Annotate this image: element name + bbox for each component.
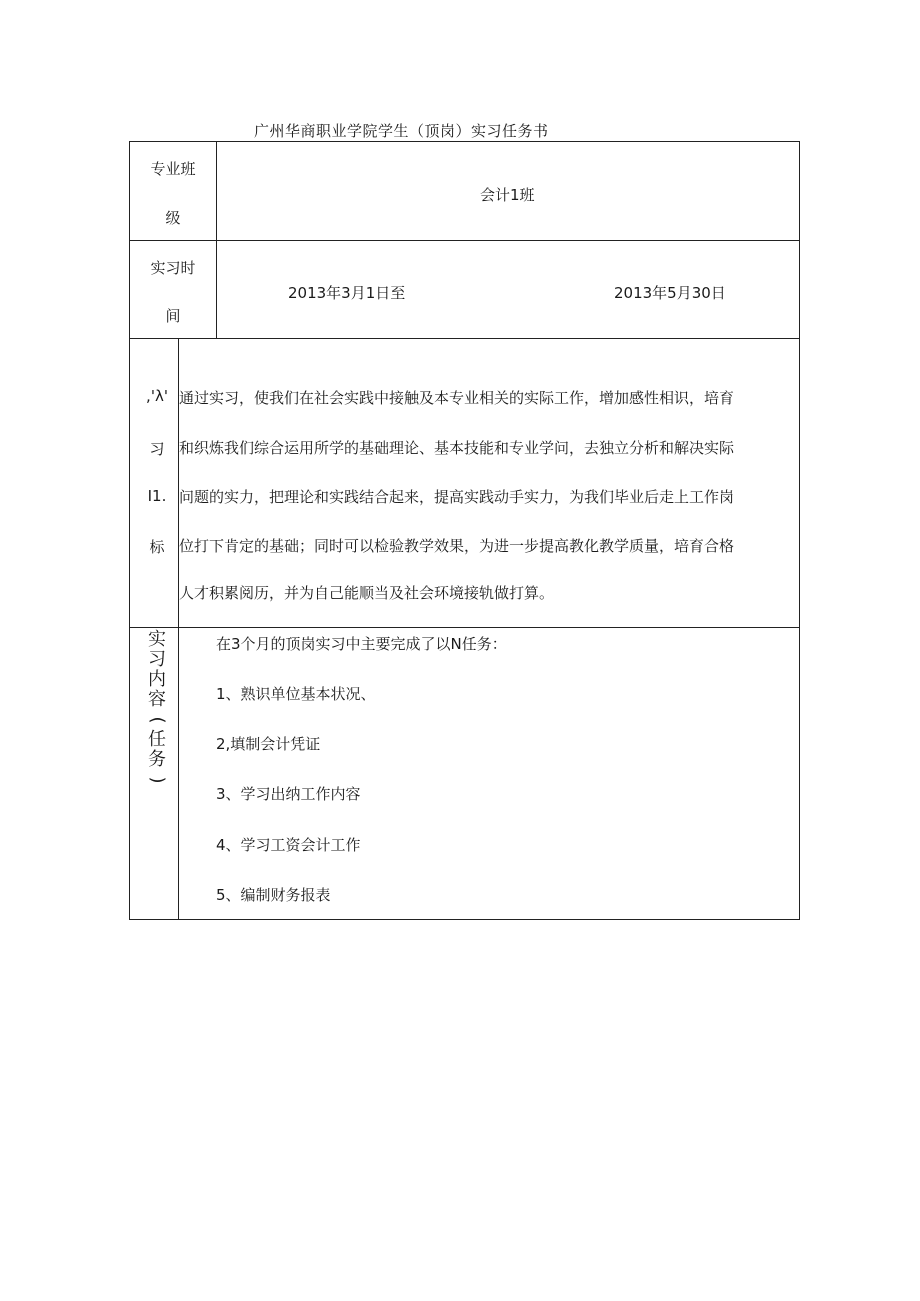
tasks-intro: 在3个月的顶岗实习中主要完成了以N任务： [216,635,507,653]
content-label [146,630,168,790]
goal-text-line: 问题的实力，把理论和实践结合起来，提高实践动手实力，为我们毕业后走上工作岗 [179,488,735,506]
row-divider [130,240,799,241]
content-label-char: 任 [148,729,166,750]
content-label-char: 内 [148,669,166,690]
task-item: 1、熟识单位基本状况、 [216,685,376,703]
content-label-char: 务 [148,749,166,770]
period-start: 2013年3月1日至 [288,284,406,302]
goal-text-line: 和织炼我们综合运用所学的基础理论、基本技能和专业学问，去独立分析和解决实际 [179,439,735,457]
content-label-char: 容 [148,689,166,710]
goal-text-line: 位打下肯定的基础；同时可以检验教学效果，为进一步提高教化教学质量，培育合格 [179,537,735,555]
goal-text-line: 人才积累阅历，并为自己能顺当及社会环境接轨做打算。 [179,584,555,602]
task-item: 3、学习出纳工作内容 [216,785,361,803]
period-label-line2: 间 [165,307,181,325]
column-divider [216,142,217,338]
task-item: 2,填制会计凭证 [216,735,321,753]
major-class-value: 会计1班 [480,186,535,204]
goal-label-char: 标 [149,538,165,556]
goal-label-char: I1. [147,487,167,505]
major-class-label-line1: 专业班 [150,160,196,178]
goal-label-char: ,'λ' [146,387,168,405]
content-label-char: ) [147,776,168,784]
document-title: 广州华商职业学院学生（顶岗）实习任务书 [254,122,549,140]
task-item: 4、学习工资会计工作 [216,836,361,854]
row-divider [130,627,799,628]
column-divider [178,338,179,920]
row-divider [130,338,799,339]
content-label-char: 习 [148,649,166,670]
period-label-line1: 实习时 [150,259,196,277]
goal-label-char: 习 [149,440,165,458]
content-label-char: ( [147,716,168,724]
task-item: 5、编制财务报表 [216,886,331,904]
period-end: 2013年5月30日 [614,284,726,302]
content-label-char: 实 [148,629,166,650]
task-table [129,141,800,920]
major-class-label-line2: 级 [165,209,181,227]
goal-text-line: 通过实习，使我们在社会实践中接触及本专业相关的实际工作，增加感性相识，培育 [179,389,735,407]
